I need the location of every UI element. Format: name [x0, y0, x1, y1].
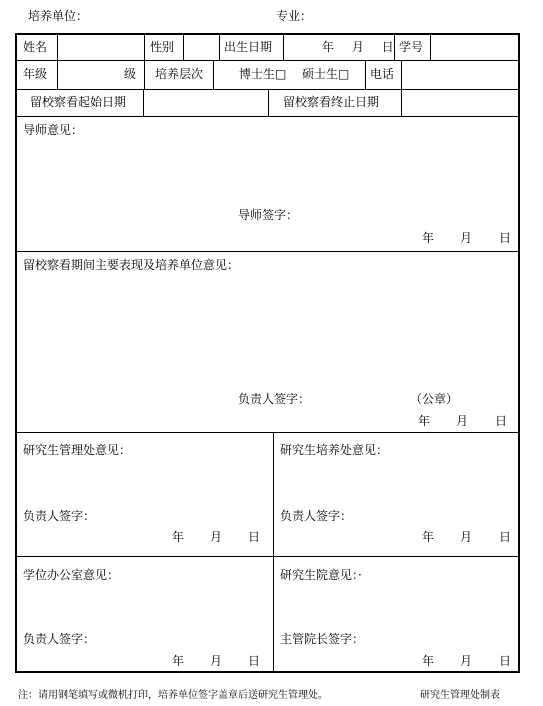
row-divider	[16, 556, 518, 557]
training-office-signature: 负责人签字：	[280, 509, 353, 523]
grade-suffix: 级	[124, 67, 137, 81]
master-checkbox[interactable]: 硕士生□	[302, 67, 350, 81]
birth-date-field: 年 月 日	[322, 40, 394, 54]
degree-office-day: 日	[248, 654, 261, 668]
cell-divider	[143, 89, 144, 116]
admin-office-month: 月	[210, 530, 223, 544]
cell-divider	[213, 60, 214, 89]
mentor-month: 月	[460, 231, 473, 245]
name-label: 姓名	[23, 40, 48, 54]
cell-divider	[57, 34, 58, 89]
probation-start-label: 留校察看起始日期	[30, 95, 127, 109]
cell-divider	[144, 34, 145, 61]
unit-signature-label: 负责人签字：	[238, 392, 311, 406]
degree-office-title: 学位办公室意见：	[23, 568, 120, 582]
probation-end-label: 留校察看终止日期	[283, 95, 380, 109]
official-seal-label: （公章）	[410, 392, 459, 406]
admin-office-day: 日	[248, 530, 261, 544]
major-label: 专业：	[276, 9, 313, 23]
admin-office-year: 年	[172, 530, 185, 544]
cell-divider	[273, 432, 274, 672]
mentor-opinion-title: 导师意见：	[23, 123, 84, 137]
grad-school-month: 月	[460, 654, 473, 668]
cell-divider	[144, 60, 145, 89]
form-maker-label: 研究生管理处制表	[420, 690, 500, 701]
mentor-day: 日	[499, 231, 512, 245]
training-unit-label: 培养单位：	[28, 9, 89, 23]
admin-office-signature: 负责人签字：	[23, 509, 96, 523]
birth-date-label: 出生日期	[224, 40, 273, 54]
cell-divider	[219, 34, 220, 61]
row-divider	[16, 89, 518, 90]
cell-divider	[183, 34, 184, 61]
training-office-title: 研究生培养处意见：	[280, 443, 389, 457]
admin-office-title: 研究生管理处意见：	[23, 443, 132, 457]
phone-label: 电话	[370, 67, 395, 81]
cell-divider	[430, 34, 431, 61]
unit-day: 日	[495, 414, 508, 428]
row-divider	[16, 432, 518, 433]
grad-school-day: 日	[499, 654, 512, 668]
degree-office-month: 月	[210, 654, 223, 668]
degree-office-signature: 负责人签字：	[23, 632, 96, 646]
row-divider	[16, 116, 518, 117]
footer-note: 注：请用钢笔填写或微机打印，培养单位签字盖章后送研究生管理处。	[18, 690, 328, 701]
cell-divider	[401, 60, 402, 89]
phd-checkbox[interactable]: 博士生□	[239, 67, 287, 81]
cell-divider	[283, 34, 284, 61]
cell-divider	[401, 89, 402, 116]
unit-month: 月	[456, 414, 469, 428]
grad-school-year: 年	[422, 654, 435, 668]
cell-divider	[268, 89, 269, 116]
student-id-label: 学号	[399, 40, 424, 54]
training-level-label: 培养层次	[155, 67, 204, 81]
cell-divider	[365, 60, 366, 89]
grad-school-title: 研究生院意见：·	[280, 568, 362, 582]
row-divider	[16, 251, 518, 252]
grad-school-signature: 主管院长签字：	[280, 632, 365, 646]
row-divider	[16, 60, 518, 61]
degree-office-year: 年	[172, 654, 185, 668]
cell-divider	[394, 34, 395, 61]
training-office-day: 日	[499, 530, 512, 544]
mentor-year: 年	[422, 231, 435, 245]
grade-label: 年级	[23, 67, 48, 81]
unit-year: 年	[418, 414, 431, 428]
training-office-year: 年	[422, 530, 435, 544]
training-office-month: 月	[460, 530, 473, 544]
gender-label: 性别	[150, 40, 175, 54]
unit-opinion-title: 留校察看期间主要表现及培养单位意见：	[23, 258, 240, 272]
mentor-signature-label: 导师签字：	[238, 208, 299, 222]
